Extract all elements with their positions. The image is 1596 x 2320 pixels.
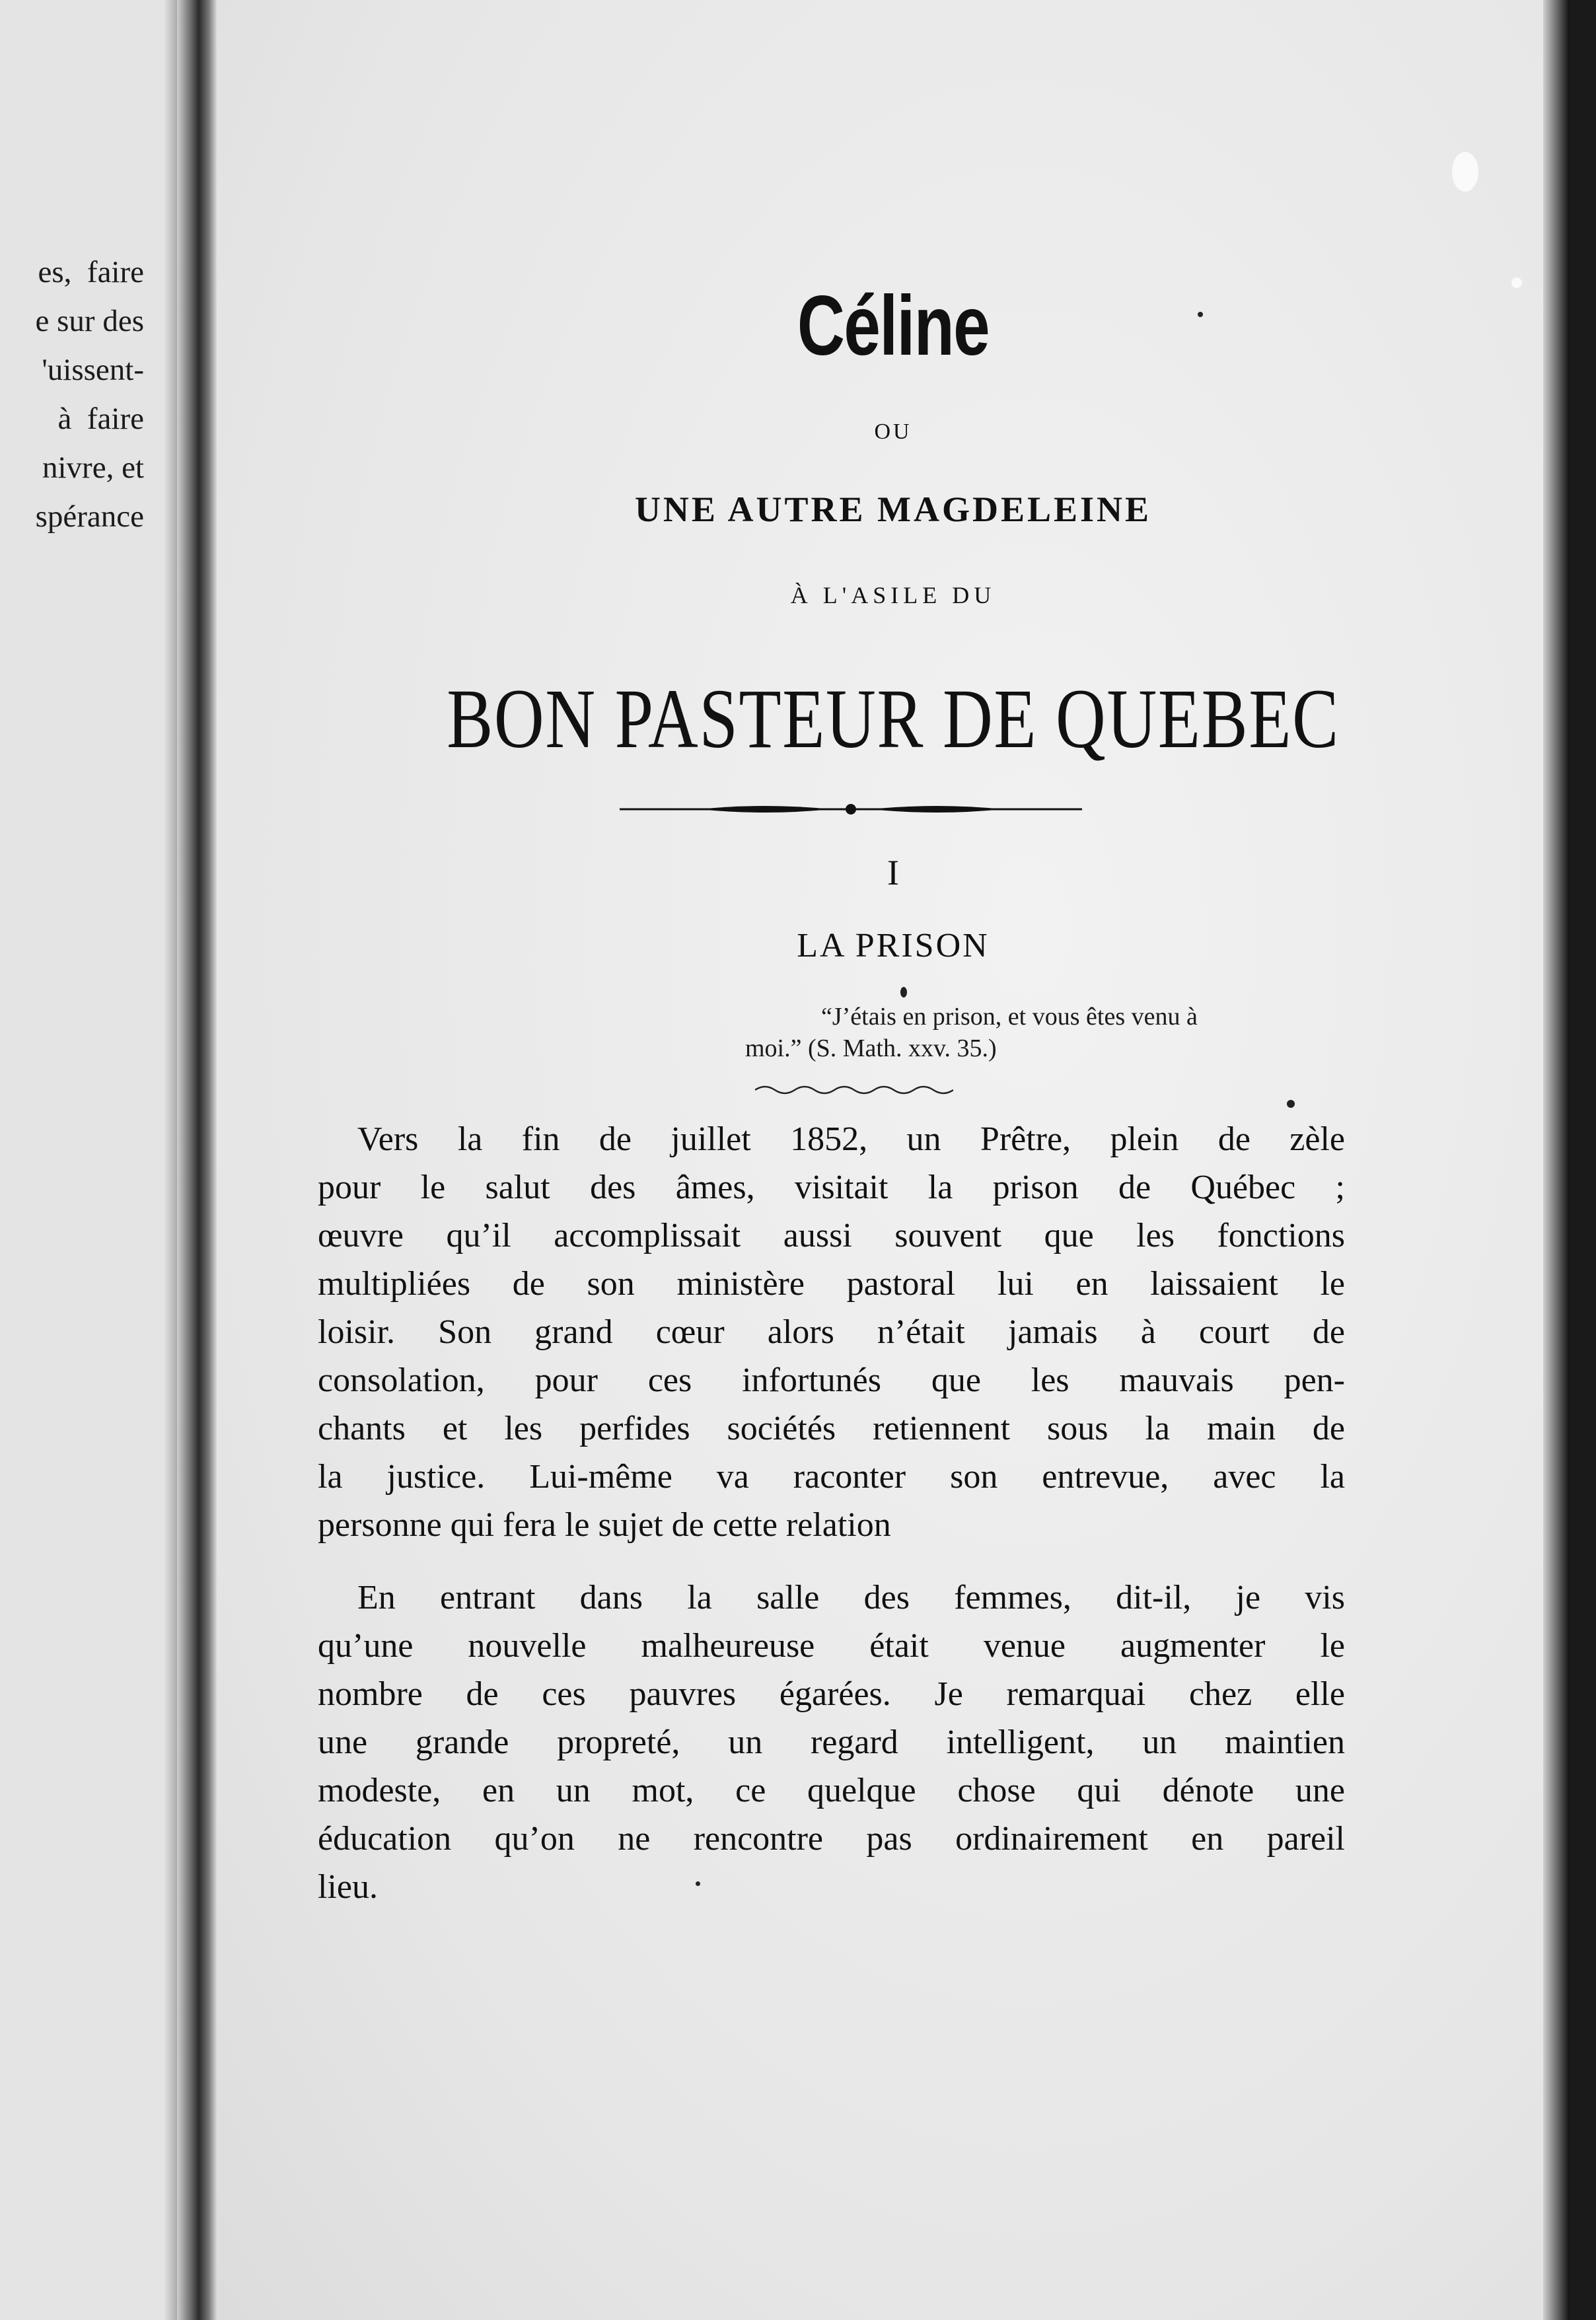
text-line: pour le salut des âmes, visitait la prison de Québec ;: [318, 1169, 1345, 1206]
scan-speck: [900, 987, 907, 997]
epigraph-line: moi.” (S. Math. xxv. 35.): [745, 1034, 997, 1062]
left-line: es, faire: [38, 255, 144, 289]
scan-speck: [1452, 152, 1478, 192]
page-title: Céline: [797, 279, 990, 373]
paragraph-1: [318, 1115, 1345, 1549]
epigraph: [745, 1001, 1578, 1064]
text-line: œuvre qu’il accomplissait aussi souvent que les fonctions: [318, 1217, 1345, 1254]
left-line: e sur des: [35, 304, 144, 338]
scan-speck: [1511, 277, 1522, 288]
scan-speck: [696, 1881, 700, 1886]
text-line: chants et les perfides sociétés retiennent sous la main de: [318, 1410, 1345, 1447]
left-facing-page: [0, 0, 177, 2320]
text-line: éducation qu’on ne rencontre pas ordinairement en pareil: [318, 1820, 1345, 1858]
left-line: 'uissent-: [42, 353, 144, 387]
epigraph-line: “J’étais en prison, et vous êtes venu à: [821, 1003, 1198, 1031]
scan-speck: [1287, 1100, 1295, 1108]
book-gutter: [177, 0, 217, 2320]
text-line: nombre de ces pauvres égarées. Je remarquai chez elle: [318, 1675, 1345, 1713]
text-line: lieu.: [318, 1868, 378, 1906]
text-line: consolation, pour ces infortunés que les mauvais pen-: [318, 1361, 1345, 1399]
institution-title: BON PASTEUR DE QUEBEC: [447, 672, 1340, 766]
ou-connector: OU: [874, 419, 912, 444]
left-line: nivre, et: [42, 451, 144, 485]
text-line: une grande propreté, un regard intelligent, un maintien: [318, 1723, 1345, 1761]
section-title: LA PRISON: [797, 927, 990, 964]
text-line: modeste, en un mot, ce quelque chose qui dénote une: [318, 1772, 1345, 1809]
main-page: [217, 0, 1570, 2320]
chapter-number: I: [887, 853, 899, 892]
left-line: spérance: [35, 499, 144, 534]
text-line: la justice. Lui-même va raconter son entrevue, avec la: [318, 1458, 1345, 1496]
subtitle: UNE AUTRE MAGDELEINE: [634, 489, 1152, 529]
ornament-divider: [620, 796, 1082, 822]
page-right-edge: [1543, 0, 1570, 2320]
text-line: loisir. Son grand cœur alors n’était jamais à court de: [318, 1313, 1345, 1351]
paragraph-2: [318, 1574, 1345, 1911]
text-line: multipliées de son ministère pastoral lui en laissaient le: [318, 1265, 1345, 1303]
left-line: à faire: [57, 402, 144, 436]
tilde-divider: [755, 1083, 953, 1097]
text-line: qu’une nouvelle malheureuse était venue augmenter le: [318, 1627, 1345, 1665]
asile-line: À L'ASILE DU: [790, 582, 996, 608]
text-line: En entrant dans la salle des femmes, dit-il, je vis: [357, 1579, 1345, 1616]
scan-speck: [1198, 312, 1203, 317]
text-line: Vers la fin de juillet 1852, un Prêtre, plein de zèle: [357, 1120, 1345, 1158]
page-edge-shadow: [164, 0, 177, 2320]
text-line: personne qui fera le sujet de cette relation: [318, 1506, 891, 1544]
left-page-text: [36, 248, 144, 541]
